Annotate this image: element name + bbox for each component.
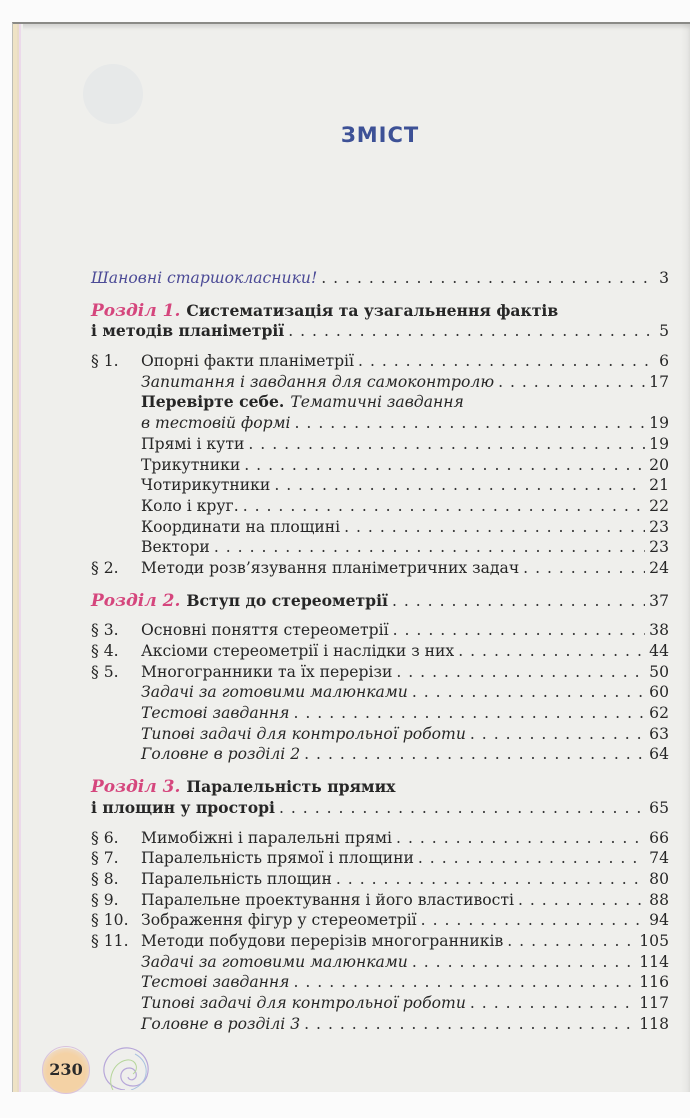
toc-entry[interactable]	[91, 869, 669, 890]
toc-entry[interactable]	[91, 475, 669, 496]
toc-entry[interactable]	[91, 558, 669, 579]
toc-entry[interactable]	[91, 890, 669, 911]
toc-entry[interactable]	[91, 455, 669, 476]
chapter-title-continued: і методів планіметрії	[91, 321, 285, 341]
chapter-label: Розділ 3.	[91, 777, 181, 798]
toc-entry-text: Многогранники та їх перерізи	[141, 662, 393, 681]
toc-entry-text: Мимобіжні і паралельні прямі	[141, 828, 393, 847]
section-number: § 8.	[91, 869, 119, 888]
section-number: § 6.	[91, 828, 119, 847]
toc-entry-text: Задачі за готовими малюнками	[141, 683, 408, 702]
leader-dots	[293, 703, 645, 724]
toc-entry-text: Паралельність прямої і площини	[141, 849, 414, 868]
chapter-heading-2[interactable]	[91, 591, 669, 612]
leader-dots	[279, 798, 645, 819]
toc-entry-self-check-line2[interactable]	[91, 413, 669, 434]
toc-entry-text: Координати на площині	[141, 517, 341, 536]
leader-dots	[295, 413, 646, 434]
leader-dots	[507, 931, 635, 952]
toc-entry-text: Опорні факти планіметрії	[141, 352, 355, 371]
leader-dots	[412, 682, 645, 703]
toc-entry-text: Шановні старшокласники!	[91, 269, 318, 287]
toc-entry[interactable]	[91, 351, 669, 372]
toc-entry[interactable]	[91, 496, 669, 517]
leader-dots	[392, 591, 645, 612]
toc-page-number: 44	[649, 642, 669, 660]
toc-entry-text: Тестові завдання	[141, 973, 290, 992]
leader-dots	[470, 993, 635, 1014]
chapter-title: Вступ до стереометрії	[186, 590, 388, 610]
toc-page-number: 23	[649, 517, 669, 536]
toc-entry[interactable]	[91, 972, 669, 993]
chapter-heading-1[interactable]	[91, 301, 669, 322]
toc-page-number: 63	[649, 724, 669, 743]
section-number: § 3.	[91, 621, 119, 640]
leader-dots	[244, 455, 645, 476]
chapter-label: Розділ 2.	[91, 590, 181, 611]
toc-entry-text-italic: Тематичні завдання	[290, 393, 464, 412]
toc-entry-text: Аксіоми стереометрії і наслідки з них	[141, 642, 455, 660]
toc-page-number: 118	[639, 1014, 669, 1033]
chapter-heading-1-line2[interactable]	[91, 321, 669, 342]
toc-page-number: 65	[649, 798, 669, 817]
leader-dots	[523, 558, 645, 579]
toc-page-number: 19	[649, 434, 669, 453]
toc-entry[interactable]	[91, 662, 669, 683]
toc-page-number: 3	[659, 269, 669, 287]
section-number: § 9.	[91, 890, 119, 909]
toc-page-number: 88	[649, 890, 669, 909]
toc-entry-text: Головне в розділі 3	[141, 1014, 301, 1033]
leader-dots	[470, 724, 645, 745]
toc-page-number: 50	[649, 662, 669, 681]
leader-dots	[214, 537, 645, 558]
toc-entry[interactable]	[91, 828, 669, 849]
toc-entry[interactable]	[91, 931, 669, 952]
chapter-title: Паралельність прямих	[186, 777, 396, 797]
toc-page-number: 74	[649, 849, 669, 868]
toc-entry-text: Головне в розділі 2	[141, 745, 301, 764]
toc-entry[interactable]	[91, 848, 669, 869]
leader-dots	[418, 848, 645, 869]
chapter-title: Систематизація та узагальнення фактів	[186, 300, 559, 320]
toc-page-number: 6	[659, 352, 669, 371]
toc-entry-text: Коло і круг.	[141, 496, 239, 515]
toc-page-number: 105	[639, 931, 669, 950]
section-number: § 11.	[91, 931, 129, 950]
toc-entry[interactable]	[91, 517, 669, 538]
toc-page-number: 60	[649, 683, 669, 702]
leader-dots	[393, 620, 646, 641]
leader-dots	[396, 662, 645, 683]
toc-entry[interactable]	[91, 537, 669, 558]
bleed-through-mark	[83, 64, 143, 124]
spiral-decoration-icon	[95, 1040, 155, 1090]
section-number: § 2.	[91, 558, 119, 577]
toc-entry-text: Запитання і завдання для самоконтролю	[141, 372, 495, 391]
leader-dots	[304, 744, 645, 765]
toc-page-number: 80	[649, 869, 669, 888]
leader-dots	[274, 475, 645, 496]
leader-dots	[336, 869, 645, 890]
page-edge-color-strip	[13, 24, 23, 1092]
toc-entry-text: Вектори	[141, 538, 210, 557]
toc-page-number: 24	[649, 558, 669, 577]
toc-entry-text: Задачі за готовими малюнками	[141, 952, 408, 971]
leader-dots	[518, 890, 645, 911]
section-number: § 5.	[91, 662, 119, 681]
toc-entry[interactable]	[91, 641, 669, 662]
leader-dots	[243, 496, 645, 517]
toc-page-number: 22	[649, 496, 669, 515]
toc-entry[interactable]	[91, 620, 669, 641]
toc-page-number: 19	[649, 414, 669, 433]
toc-page-number: 17	[649, 372, 669, 391]
toc-entry[interactable]	[91, 910, 669, 931]
leader-dots	[358, 351, 655, 372]
table-of-contents	[91, 268, 669, 1034]
leader-dots	[458, 641, 645, 662]
leader-dots	[412, 952, 635, 973]
toc-page-number: 21	[649, 476, 669, 495]
chapter-heading-3[interactable]	[91, 777, 669, 798]
toc-page-number: 37	[649, 591, 669, 610]
toc-entry[interactable]	[91, 744, 669, 765]
toc-entry-text: Типові задачі для контрольної роботи	[141, 724, 466, 743]
page-title: ЗМІСТ	[340, 123, 420, 147]
leader-dots	[396, 828, 645, 849]
toc-entry-text: Трикутники	[141, 455, 241, 474]
toc-entry[interactable]	[91, 993, 669, 1014]
toc-entry[interactable]	[91, 724, 669, 745]
leader-dots	[421, 910, 645, 931]
toc-entry-text: Прямі і кути	[141, 434, 245, 453]
toc-page-number: 5	[659, 322, 669, 341]
toc-page-number: 23	[649, 538, 669, 557]
toc-entry-intro[interactable]	[91, 268, 669, 289]
toc-page-number: 114	[639, 952, 669, 971]
toc-page-number: 66	[649, 828, 669, 847]
leader-dots	[248, 434, 645, 455]
toc-entry[interactable]	[91, 682, 669, 703]
toc-entry-text: Типові задачі для контрольної роботи	[141, 994, 466, 1012]
toc-entry-self-check[interactable]	[91, 392, 669, 413]
toc-entry-text: Методи розв’язування планіметричних задач	[141, 558, 520, 577]
leader-dots	[321, 268, 655, 289]
book-page	[12, 22, 690, 1092]
toc-page-number: 116	[639, 973, 669, 992]
leader-dots	[293, 972, 635, 993]
page-number-badge	[42, 1046, 90, 1094]
toc-entry[interactable]	[91, 703, 669, 724]
leader-dots	[288, 321, 655, 342]
toc-entry-text: Паралельне проектування і його властивості	[141, 890, 514, 909]
toc-entry-text: Методи побудови перерізів многогранників	[141, 931, 504, 950]
toc-page-number: 64	[649, 745, 669, 764]
section-number: § 7.	[91, 849, 119, 868]
leader-dots	[304, 1014, 635, 1035]
toc-entry-text: Чотирикутники	[141, 476, 271, 495]
section-number: § 10.	[91, 911, 129, 930]
toc-entry-text: Паралельність площин	[141, 869, 332, 888]
toc-entry-text: Зображення фігур у стереометрії	[141, 911, 417, 930]
chapter-heading-3-line2[interactable]	[91, 798, 669, 819]
toc-entry-text-bold: Перевірте себе.	[141, 392, 285, 412]
page-number: 230	[49, 1060, 83, 1079]
toc-entry-text: в тестовій формі	[141, 414, 291, 433]
chapter-label: Розділ 1.	[91, 300, 181, 321]
leader-dots	[344, 517, 645, 538]
toc-page-number: 117	[639, 994, 669, 1012]
toc-entry-text: Основні поняття стереометрії	[141, 621, 389, 640]
toc-page-number: 62	[649, 704, 669, 723]
section-number: § 4.	[91, 642, 119, 660]
section-number: § 1.	[91, 352, 119, 371]
toc-page-number: 20	[649, 455, 669, 474]
toc-page-number: 38	[649, 621, 669, 640]
toc-page-number: 94	[649, 911, 669, 930]
toc-entry[interactable]	[91, 952, 669, 973]
toc-entry[interactable]	[91, 1014, 669, 1035]
toc-entry[interactable]	[91, 434, 669, 455]
leader-dots	[498, 372, 645, 393]
chapter-title-continued: і площин у просторі	[91, 797, 275, 817]
toc-entry[interactable]	[91, 372, 669, 393]
toc-entry-text: Тестові завдання	[141, 704, 290, 723]
